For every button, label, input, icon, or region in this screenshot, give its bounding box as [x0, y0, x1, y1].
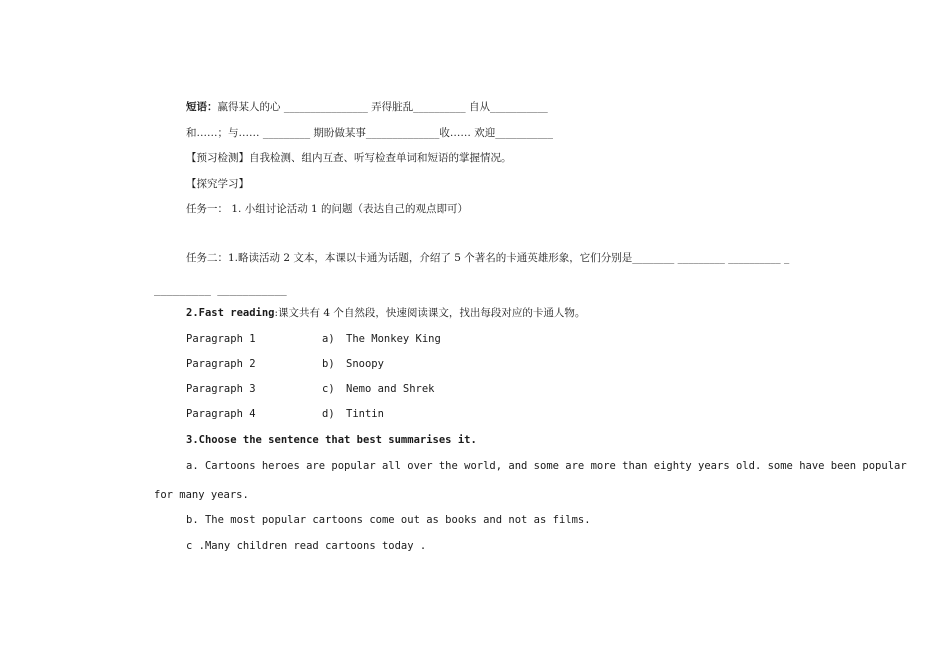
paragraph-label: Paragraph 2 — [186, 358, 256, 370]
matching-row — [186, 357, 384, 371]
cartoon-character: Snoopy — [346, 358, 384, 370]
paragraph-label: Paragraph 4 — [186, 408, 256, 420]
task-one: 任务一： 1. 小组讨论活动 1 的问题（表达自己的观点即可） — [186, 203, 469, 215]
fast-reading-text: :课文共有 4 个自然段，快速阅读课文，找出每段对应的卡通人物。 — [274, 307, 586, 319]
option-a-line-1: a. Cartoons heroes are popular all over the world, and some are more than eighty years old. some have been popular — [186, 460, 907, 472]
fast-reading-line — [186, 306, 585, 320]
phrases-text-1: 赢得某人的心 ________________ 弄得脏乱__________ 自从___________ — [217, 101, 548, 113]
task-two-line-1: 任务二：1.略读活动 2 文本，本课以卡通为话题，介绍了 5 个著名的卡通英雄形象，它们分别是________ _________ __________ _ — [186, 252, 790, 264]
matching-row — [186, 332, 441, 346]
phrases-line-1 — [186, 100, 548, 114]
option-letter: b) — [322, 358, 335, 370]
option-a-line-2: for many years. — [154, 489, 249, 501]
paragraph-label: Paragraph 1 — [186, 333, 256, 345]
option-letter: c) — [322, 383, 335, 395]
preview-check: 【预习检测】自我检测、组内互查、听写检查单词和短语的掌握情况。 — [186, 152, 512, 164]
phrases-label: 短语： — [186, 101, 218, 113]
matching-row — [186, 407, 384, 421]
paragraph-label: Paragraph 3 — [186, 383, 256, 395]
choose-heading: 3.Choose the sentence that best summarises it. — [186, 434, 477, 446]
fast-reading-label: 2.Fast reading — [186, 307, 275, 319]
matching-row — [186, 382, 435, 396]
cartoon-character: Tintin — [346, 408, 384, 420]
cartoon-character: The Monkey King — [346, 333, 441, 345]
option-letter: d) — [322, 408, 335, 420]
option-b: b. The most popular cartoons come out as books and not as films. — [186, 514, 591, 526]
option-letter: a) — [322, 333, 335, 345]
explore-heading: 【探究学习】 — [186, 178, 249, 190]
option-c: c .Many children read cartoons today . — [186, 540, 427, 552]
cartoon-character: Nemo and Shrek — [346, 383, 435, 395]
phrases-line-2: 和……；与…… _________ 期盼做某事______________收…… 欢迎___________ — [186, 127, 554, 139]
task-two-line-2: _________ ___________ — [154, 284, 287, 296]
